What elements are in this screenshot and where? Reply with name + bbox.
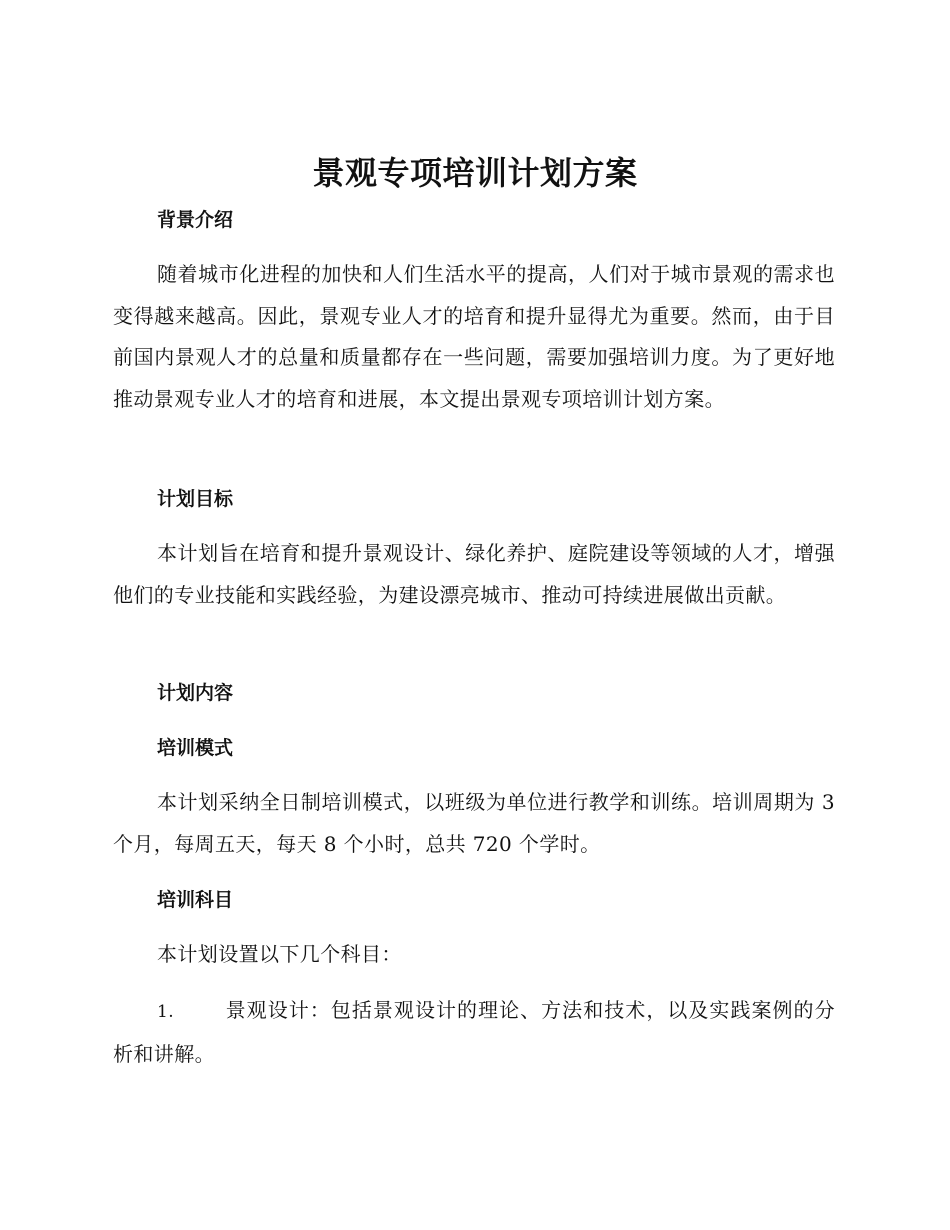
paragraph-subjects-intro: 本计划设置以下几个科目：: [157, 942, 402, 966]
section-heading-background: 背景介绍: [157, 209, 234, 231]
list-item-number: 1.: [157, 1002, 175, 1022]
paragraph-background: 随着城市化进程的加快和人们生活水平的提高，人们对于城市景观的需求也变得越来越高。因此，景观专业人才的培育和提升显得尤为重要。然而，由于目前国内景观人才的总量和质量都存在一些问题，需要加强培训力度。为了更好地推动景观专业人才的培育和进展，本文提出景观专项培训计划方案。: [113, 262, 835, 411]
paragraph-goal: 本计划旨在培育和提升景观设计、绿化养护、庭院建设等领域的人才，增强他们的专业技能和实践经验，为建设漂亮城市、推动可持续进展做出贡献。: [113, 541, 835, 607]
section-heading-content: 计划内容: [157, 682, 234, 704]
section-heading-mode: 培训模式: [157, 737, 234, 759]
paragraph-mode: 本计划采纳全日制培训模式，以班级为单位进行教学和训练。培训周期为 3 个月，每周五天，每天 8 个小时，总共 720 个学时。: [113, 790, 835, 856]
document-title: 景观专项培训计划方案: [312, 154, 638, 192]
list-item-text: 景观设计：包括景观设计的理论、方法和技术，以及实践案例的分析和讲解。: [113, 998, 835, 1066]
section-heading-goal: 计划目标: [157, 488, 234, 510]
section-heading-subjects: 培训科目: [157, 889, 234, 911]
list-item: [113, 990, 835, 1075]
